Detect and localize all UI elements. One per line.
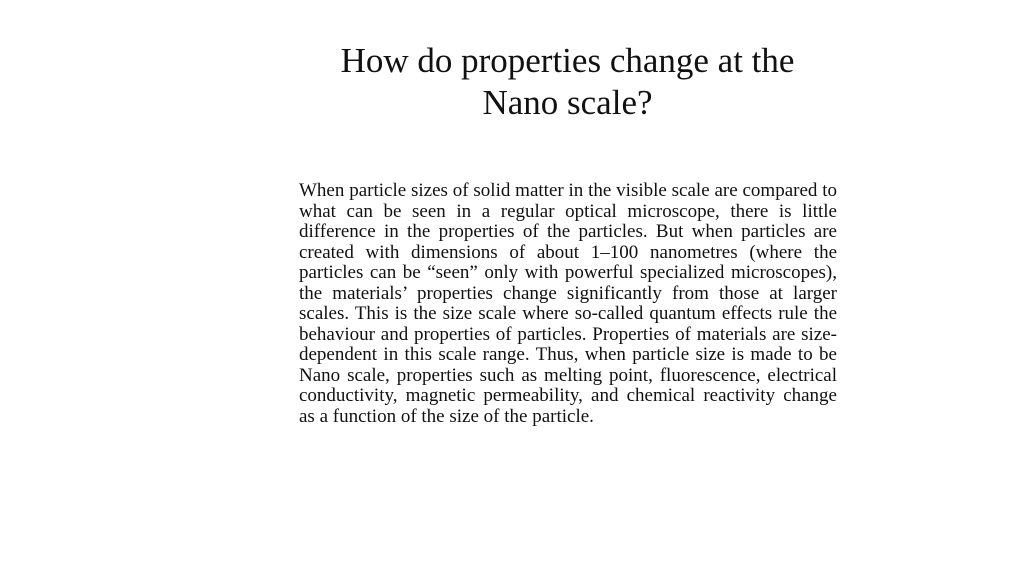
slide-body-text: When particle sizes of solid matter in the visible scale are compared to what can be seen in a regular optical microscope, there is little difference in the properties of the particles. But when particles are created with dimensions of about 1–100 nanometres (where the particles can be “seen” only with powerful specialized microscopes), the materials’ properties change significantly from those at larger scales. This is the size scale where so-called quantum effects rule the behaviour and properties of particles. Properties of materials are size-dependent in this scale range. Thus, when particle size is made to be Nano scale, properties such as melting point, fluorescence, electrical conductivity, magnetic permeability, and chemical reactivity change as a function of the size of the particle. bbox=[299, 180, 837, 427]
slide-title bbox=[290, 40, 845, 124]
slide-title-line-2: Nano scale? bbox=[482, 83, 653, 122]
slide-title-line-1: How do properties change at the bbox=[340, 41, 795, 80]
